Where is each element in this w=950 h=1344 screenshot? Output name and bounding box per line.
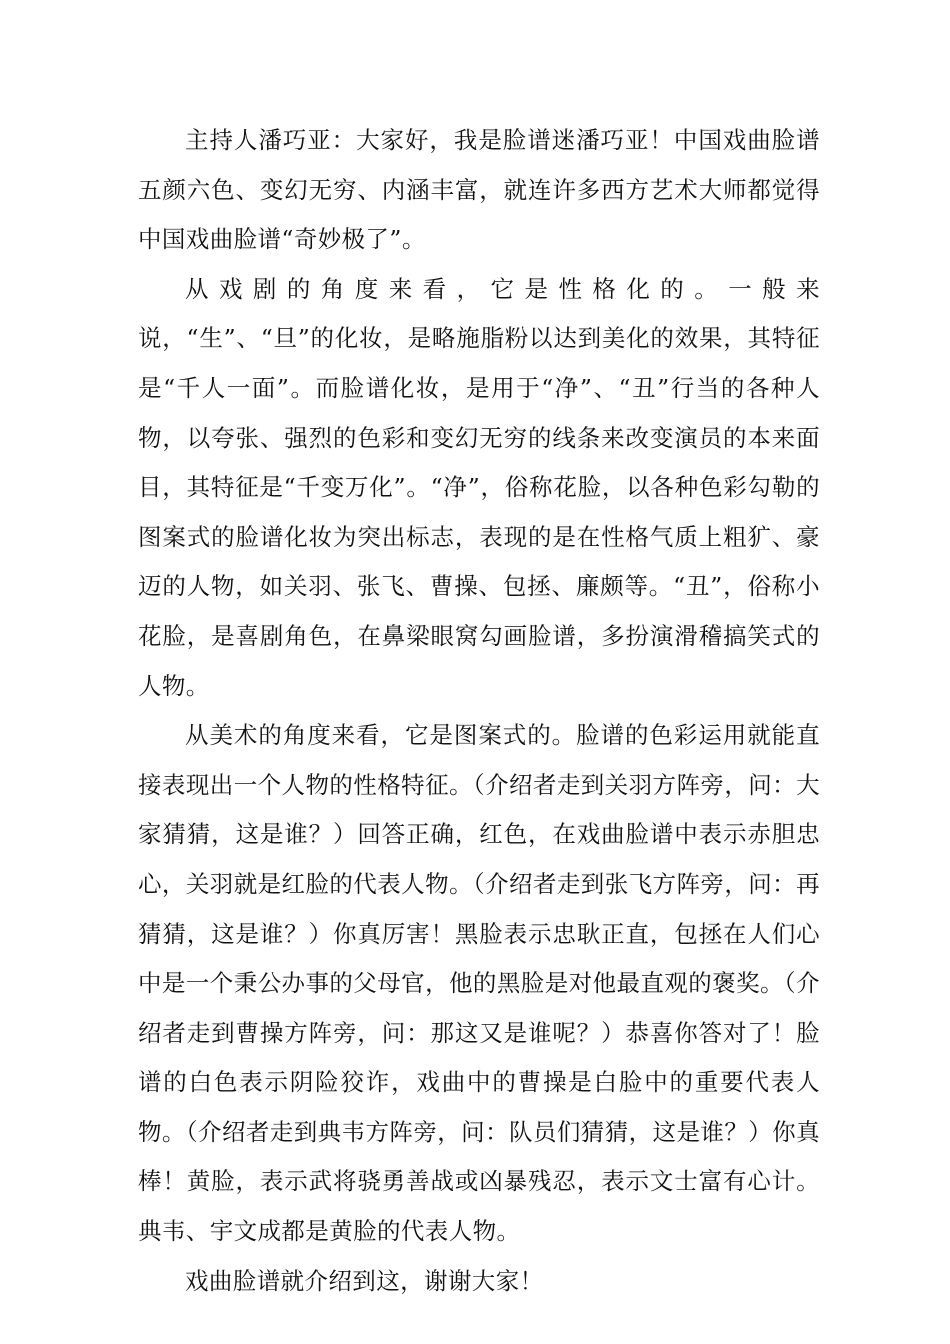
paragraph-art: 从美术的角度来看，它是图案式的。脸谱的色彩运用就能直接表现出一个人物的性格特征。（介绍者走到关羽方阵旁，问：大家猜猜，这是谁？）回答正确，红色，在戏曲脸谱中表示赤胆忠心，关羽就是红脸的代表人物。（介绍者走到张飞方阵旁，问：再猜猜，这是谁？）你真厉害！黑脸表示忠耿正直，包拯在人们心中是一个秉公办事的父母官，他的黑脸是对他最直观的褒奖。（介绍者走到曹操方阵旁，问：那这又是谁呢？）恭喜你答对了！脸谱的白色表示阴险狡诈，戏曲中的曹操是白脸中的重要代表人物。（介绍者走到典韦方阵旁，问：队员们猜猜，这是谁？）你真棒！黄脸，表示武将骁勇善战或凶暴残忍，表示文士富有心计。典韦、宇文成都是黄脸的代表人物。 bbox=[138, 721, 820, 1246]
paragraph-drama: 从戏剧的角度来看，它是性格化的。一般来说，“生”、“旦”的化妆，是略施脂粉以达到美化的效果，其特征是“千人一面”。而脸谱化妆，是用于“净”、“丑”行当的各种人物，以夸张、强烈的色彩和变幻无穷的线条来改变演员的本来面目，其特征是“千变万化”。“净”，俗称花脸，以各种色彩勾勒的图案式的脸谱化妆为突出标志，表现的是在性格气质上粗犷、豪迈的人物，如关羽、张飞、曹操、包拯、廉颇等。“丑”，俗称小花脸，是喜剧角色，在鼻梁眼窝勾画脸谱，多扮演滑稽搞笑式的人物。 bbox=[138, 274, 820, 700]
document-body bbox=[138, 116, 820, 1306]
paragraph-closing: 戏曲脸谱就介绍到这，谢谢大家！ bbox=[185, 1266, 544, 1295]
paragraph-intro: 主持人潘巧亚：大家好，我是脸谱迷潘巧亚！中国戏曲脸谱五颜六色、变幻无穷、内涵丰富，就连许多西方艺术大师都觉得中国戏曲脸谱“奇妙极了”。 bbox=[138, 126, 820, 254]
